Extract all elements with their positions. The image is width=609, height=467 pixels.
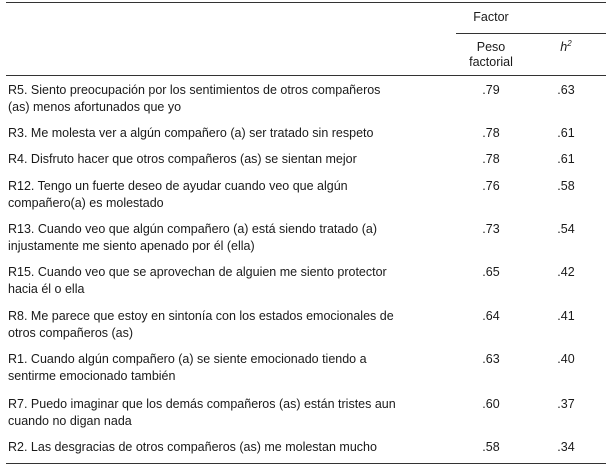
table-bottom-rule (6, 463, 606, 464)
row-factor-weight: .78 (482, 152, 500, 166)
row-factor-weight: .63 (482, 352, 500, 366)
row-communality: .40 (557, 352, 575, 366)
row-factor-weight: .79 (482, 83, 500, 97)
row-item-text: R4. Disfruto hacer que otros compañeros (as) se sientan mejor (8, 152, 357, 166)
row-item-text-cont: (as) menos afortunados que yo (8, 100, 182, 114)
row-item-text-cont: compañero(a) es molestado (8, 196, 164, 210)
header-rule (6, 75, 606, 76)
weight-header-line1: Peso (476, 40, 506, 54)
row-communality: .61 (557, 152, 575, 166)
row-item-text: R8. Me parece que estoy en sintonía con los estados emocionales de (8, 309, 394, 323)
row-item-text: R7. Puedo imaginar que los demás compañeros (as) están tristes aun (8, 397, 396, 411)
factor-subrule (456, 33, 606, 34)
row-item-text: R3. Me molesta ver a algún compañero (a) ser tratado sin respeto (8, 126, 374, 140)
row-communality: .37 (557, 397, 575, 411)
row-item-text-cont: injustamente me siento apenado por él (ella) (8, 239, 255, 253)
row-factor-weight: .64 (482, 309, 500, 323)
row-factor-weight: .76 (482, 179, 500, 193)
row-communality: .34 (557, 440, 575, 454)
row-item-text-cont: hacia él o ella (8, 282, 85, 296)
row-item-text-cont: cuando no digan nada (8, 414, 132, 428)
row-factor-weight: .60 (482, 397, 500, 411)
row-item-text: R2. Las desgracias de otros compañeros (as) me molestan mucho (8, 440, 377, 454)
row-factor-weight: .78 (482, 126, 500, 140)
h2-header: $h^2$ (560, 38, 572, 54)
row-item-text: R15. Cuando veo que se aprovechan de alguien me siento protector (8, 265, 387, 279)
row-item-text-cont: sentirme emocionado también (8, 369, 176, 383)
table-top-rule (6, 2, 606, 3)
row-factor-weight: .65 (482, 265, 500, 279)
row-item-text: R5. Siento preocupación por los sentimientos de otros compañeros (8, 83, 381, 97)
factor-table (6, 0, 606, 465)
row-item-text-cont: otros compañeros (as) (8, 326, 134, 340)
row-communality: .63 (557, 83, 575, 97)
row-communality: .41 (557, 309, 575, 323)
row-communality: .54 (557, 222, 575, 236)
row-communality: .42 (557, 265, 575, 279)
factor-header: Factor (473, 10, 509, 24)
row-item-text: R1. Cuando algún compañero (a) se siente emocionado tiendo a (8, 352, 367, 366)
row-communality: .61 (557, 126, 575, 140)
row-factor-weight: .73 (482, 222, 500, 236)
row-item-text: R13. Cuando veo que algún compañero (a) está siendo tratado (a) (8, 222, 377, 236)
weight-header-line2: factorial (469, 55, 513, 69)
row-communality: .58 (557, 179, 575, 193)
row-factor-weight: .58 (482, 440, 500, 454)
row-item-text: R12. Tengo un fuerte deseo de ayudar cuando veo que algún (8, 179, 348, 193)
